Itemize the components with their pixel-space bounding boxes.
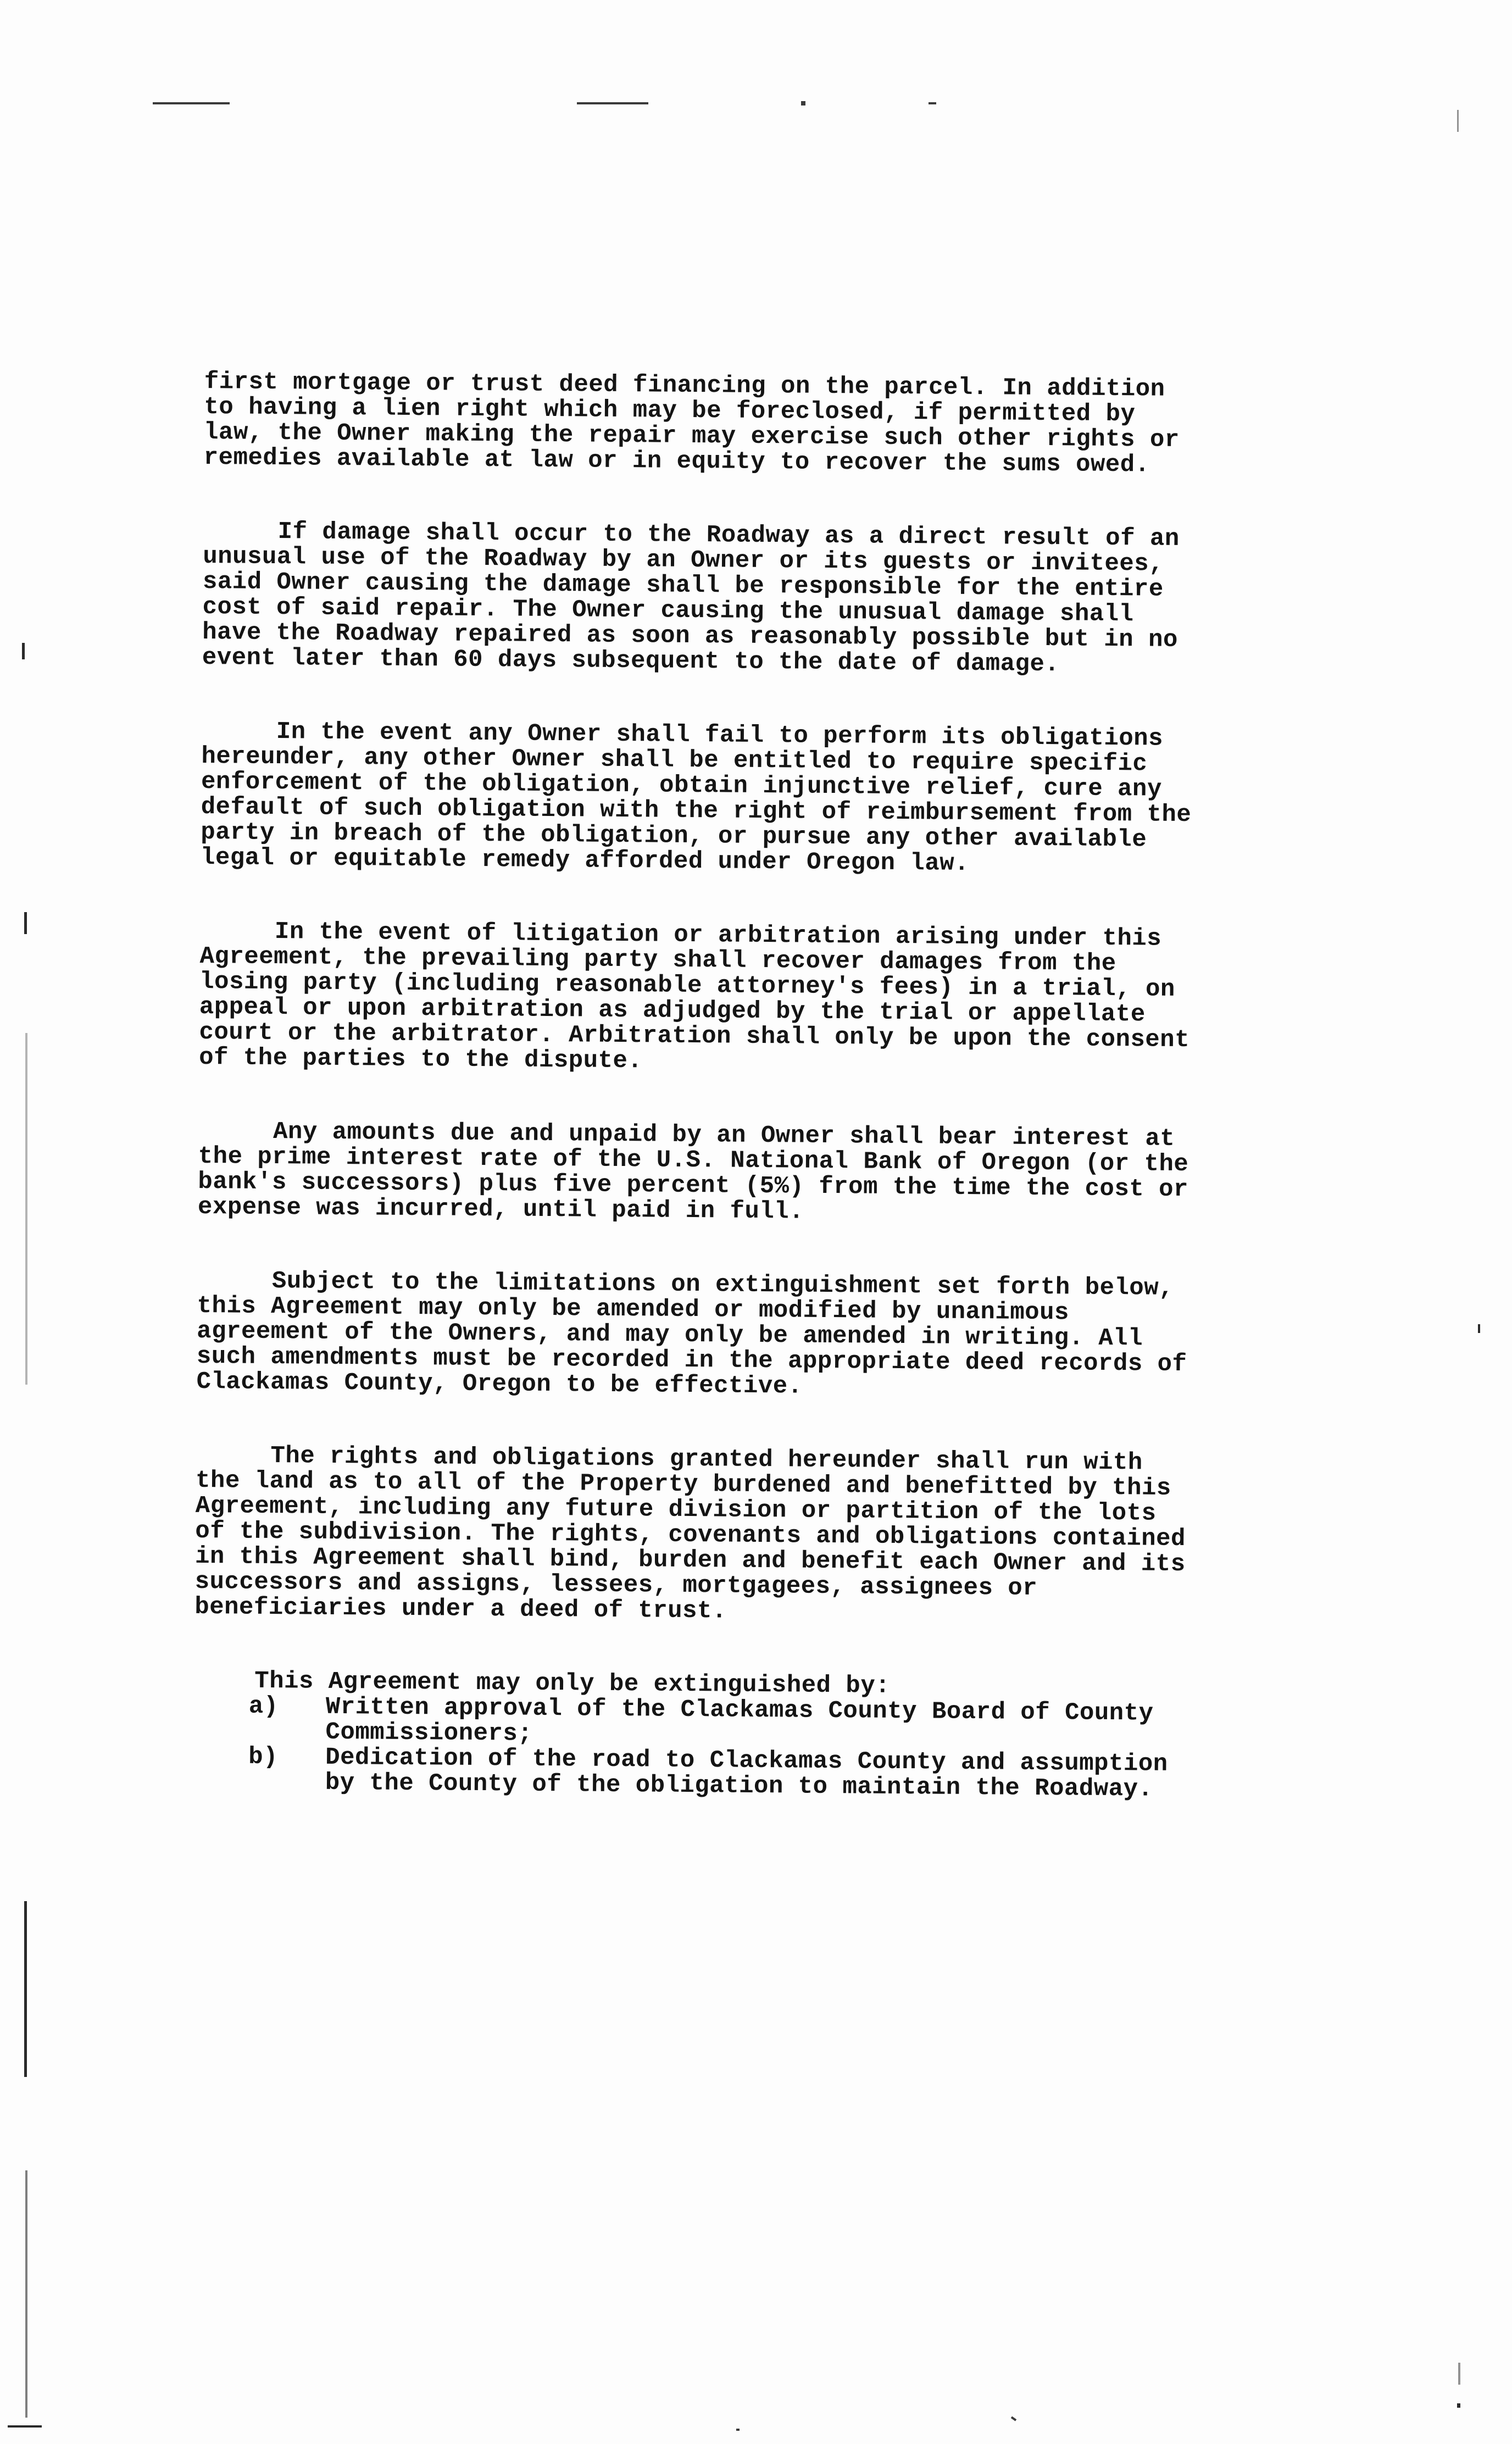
- extinguishment-heading: This Agreement may only be extinguished by:: [254, 1667, 891, 1700]
- scan-artifact-top-far-right: [929, 102, 936, 104]
- scan-artifact-left-edge-2: [24, 912, 27, 934]
- scan-artifact-top-left: [153, 102, 230, 104]
- scan-artifact-left-edge-1: [22, 643, 25, 659]
- scan-artifact-right-edge-1: [1457, 110, 1459, 132]
- extinguishment-item-b: [193, 1744, 1194, 1802]
- list-marker: b): [248, 1743, 279, 1771]
- scan-artifact-left-edge-4: [24, 1901, 27, 2077]
- paragraph-enforcement: In the event any Owner shall fail to perform its obligations hereunder, any other Owner shall be entitled to require specific enforcement of the obligation, obtain injunctive relief, cure any default of such obligation with the right of reimbursement from the party in breach of the obligation, or pursue any other available legal or equitable remedy afforded under Oregon law.: [200, 718, 1192, 877]
- scan-artifact-right-edge-2: [1478, 1324, 1480, 1333]
- paragraph-run-with-land: The rights and obligations granted hereunder shall run with the land as to all of the Property burdened and benefitted by this Agreement, including any future division or partition of the lots of the subdivision. The rights, covenants and obligations contained in this Agreement shall bind, burden and benefit each Owner and its successors and assigns, lessees, mortgagees, assignees or beneficiaries under a deed of trust.: [194, 1442, 1186, 1625]
- scan-artifact-right-edge-3: [1458, 2363, 1460, 2385]
- scan-artifact-top-center: [577, 102, 648, 104]
- list-item-text: Dedication of the road to Clackamas County and assumption by the County of the obligation to maintain the Roadway.: [325, 1743, 1168, 1803]
- paragraph-lien-rights: first mortgage or trust deed financing on the parcel. In addition to having a lien right which may be foreclosed, if permitted by law, the Owner making the repair may exercise such other rights or remedies available at law or in equity to recover the sums owed.: [203, 368, 1180, 479]
- paragraph-unusual-damage: If damage shall occur to the Roadway as a direct result of an unusual use of the Roadway by an Owner or its guests or invitees, said Owner causing the damage shall be responsible for the entire cost of said repair. The Owner causing the unusual damage shall have the Roadway repaired as soon as reasonably possible but in no event later than 60 days subsequent to the date of damage.: [202, 518, 1180, 679]
- extinguishment-item-a: [193, 1693, 1194, 1752]
- extinguishment-section: [193, 1668, 1194, 1802]
- scan-artifact-right-dot: [1457, 2403, 1460, 2408]
- list-marker: a): [248, 1692, 279, 1721]
- scan-artifact-top-right: [801, 101, 805, 105]
- scan-artifact-left-foot: [8, 2425, 42, 2428]
- paragraph-litigation: In the event of litigation or arbitration arising under this Agreement, the prevailing party shall recover damages from the losing party (including reasonable attorney's fees) in a trial, on appeal or upon arbitration as adjudged by the trial or appellate court or the arbitrator. Arbitration shall only be upon the consent of the parties to the dispute.: [198, 918, 1190, 1075]
- scan-artifact-bottom-center: [736, 2429, 740, 2431]
- extinguishment-list: [193, 1693, 1194, 1802]
- scan-artifact-left-edge-5: [25, 2170, 27, 2418]
- list-item-text: Written approval of the Clackamas County Board of County Commissioners;: [325, 1693, 1154, 1748]
- document-body: [193, 369, 1204, 1802]
- scan-artifact-bottom-right: [1011, 2416, 1016, 2421]
- paragraph-amendment: Subject to the limitations on extinguishment set forth below, this Agreement may only be amended or modified by unanimous agreement of the Owners, and may only be amended in writing. All such amendments must be recorded in the appropriate deed records of Clackamas County, Oregon to be effective.: [196, 1268, 1187, 1401]
- paragraph-interest: Any amounts due and unpaid by an Owner shall bear interest at the prime interest rate of the U.S. National Bank of Oregon (or the bank's successors) plus five percent (5%) from the time the cost or expense was incurred, until paid in full.: [197, 1118, 1189, 1226]
- scan-artifact-left-edge-3: [25, 1033, 27, 1385]
